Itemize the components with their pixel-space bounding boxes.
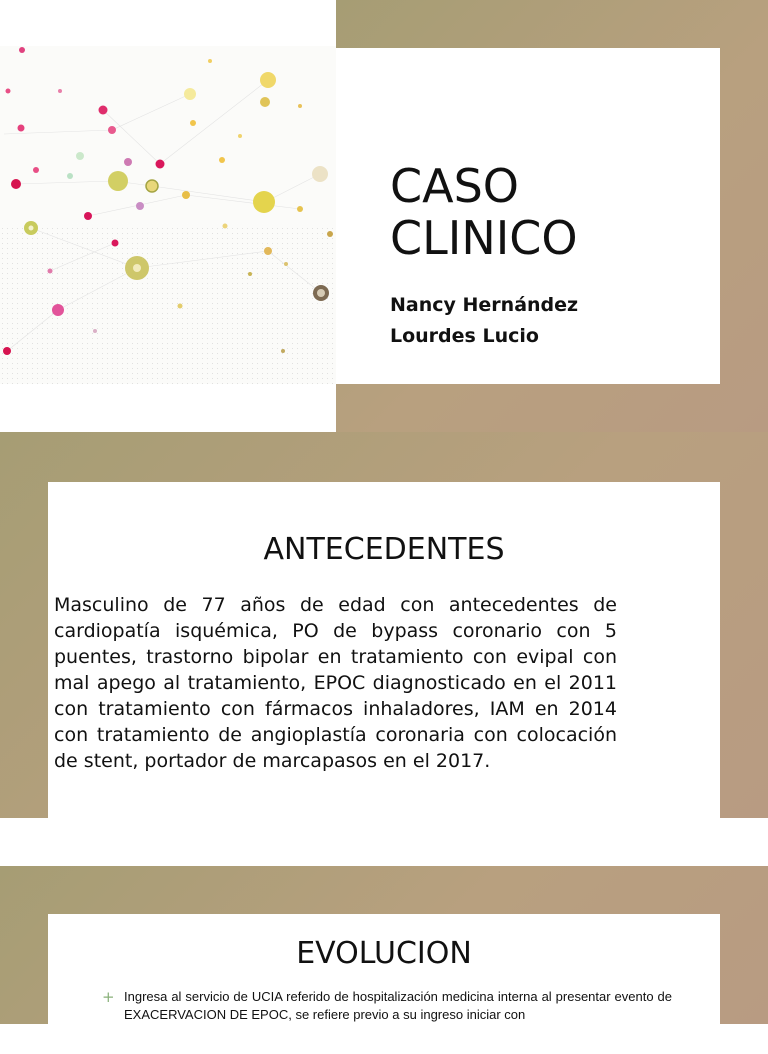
evolucion-slide [0,866,768,1024]
bullet-text: Ingresa al servicio de UCIA referido de hospitalización medicina interna al presentar evento de EXACERVACION DE EPOC, se refiere previo a su ingreso iniciar con [124,989,672,1022]
section-title: ANTECEDENTES [263,532,505,567]
content-card [48,914,720,1054]
antecedentes-slide [0,432,768,818]
history-paragraph: Masculino de 77 años de edad con antecedentes de cardiopatía isquémica, PO de bypass coronario con 5 puentes, trastorno bipolar en tratamiento con evipal con mal apego al tratamiento, EPOC diagnosticado en el 2011 con tratamiento con fármacos inhaladores, IAM en 2014 con tratamiento de angioplastía coronaria con colocación de stent, portador de marcapasos en el 2017. [54,594,617,772]
plus-bullet-icon: + [102,988,115,1006]
list-item [102,988,672,1024]
title-card [336,48,720,384]
section-title: EVOLUCION [296,936,472,971]
author-name: Nancy Hernández [390,294,579,316]
presentation-title: CASO CLINICO [390,159,578,265]
title-slide [0,0,768,432]
author-name: Lourdes Lucio [390,325,539,347]
author-list [390,290,578,352]
network-dots-illustration [0,46,336,384]
slide-gap [0,818,768,866]
